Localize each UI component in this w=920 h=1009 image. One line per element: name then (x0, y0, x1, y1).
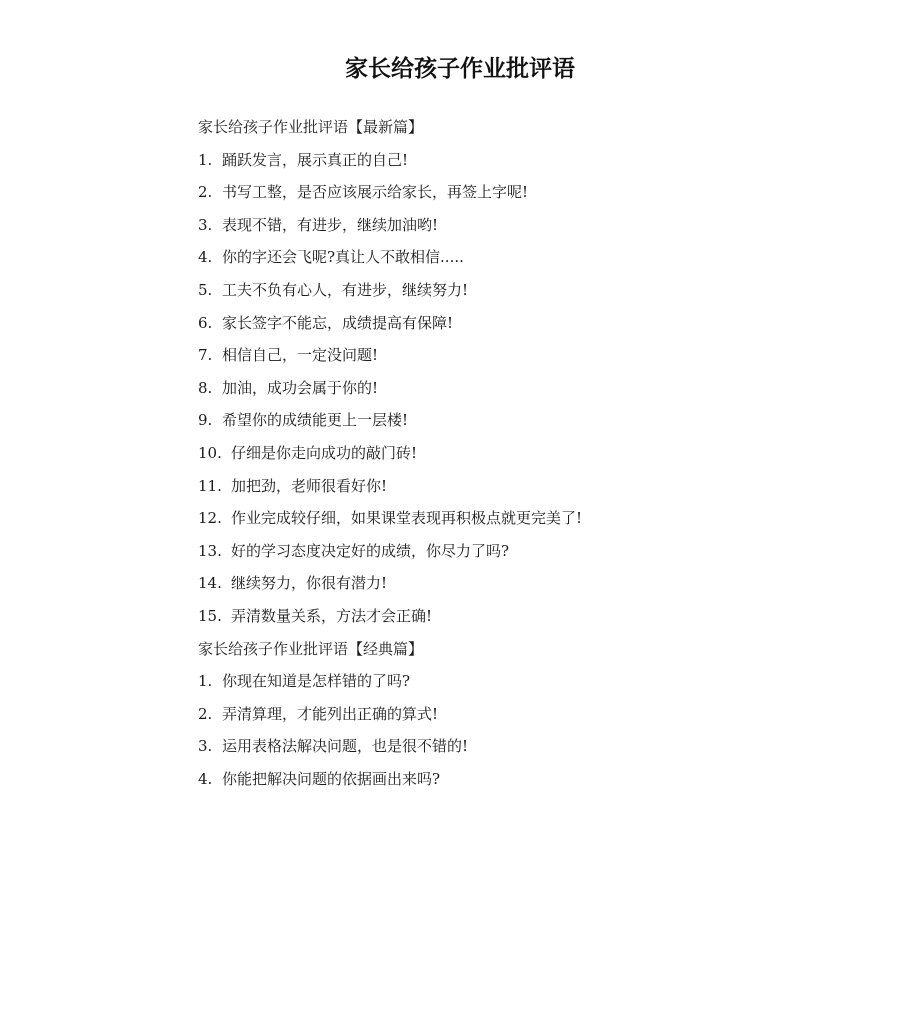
item-number: 10. (198, 443, 222, 462)
item-number: 4. (198, 769, 213, 788)
list-item (198, 567, 878, 600)
item-number: 9. (198, 411, 213, 430)
item-number: 15. (198, 606, 222, 625)
list-item (198, 307, 878, 340)
item-number: 13. (198, 541, 222, 560)
item-text: 好的学习态度决定好的成绩，你尽力了吗? (231, 541, 510, 560)
list-item (198, 241, 878, 274)
list-item (198, 600, 878, 633)
list-item (198, 372, 878, 405)
item-text: 仔细是你走向成功的敲门砖! (231, 443, 418, 462)
list-item (198, 502, 878, 535)
item-text: 表现不错，有进步，继续加油哟! (222, 215, 439, 234)
item-number: 3. (198, 737, 213, 756)
list-item (198, 404, 878, 437)
list-item (198, 470, 878, 503)
item-text: 你能把解决问题的依据画出来吗? (222, 769, 441, 788)
list-item (198, 437, 878, 470)
item-text: 踊跃发言，展示真正的自己! (222, 150, 409, 169)
item-text: 加把劲，老师很看好你! (231, 476, 388, 495)
item-number: 8. (198, 378, 213, 397)
list-item (198, 144, 878, 177)
item-text: 书写工整，是否应该展示给家长，再签上字呢! (222, 183, 529, 202)
item-number: 1. (198, 150, 213, 169)
list-item (198, 665, 878, 698)
item-text: 你的字还会飞呢?真让人不敢相信..... (222, 248, 464, 267)
item-number: 3. (198, 215, 213, 234)
item-number: 2. (198, 183, 213, 202)
item-number: 14. (198, 574, 222, 593)
item-text: 你现在知道是怎样错的了吗? (222, 672, 411, 691)
item-text: 工夫不负有心人，有进步，继续努力! (222, 280, 469, 299)
item-number: 7. (198, 346, 213, 365)
item-number: 11. (198, 476, 222, 495)
item-number: 2. (198, 704, 213, 723)
item-number: 12. (198, 509, 222, 528)
item-number: 5. (198, 280, 213, 299)
item-text: 希望你的成绩能更上一层楼! (222, 411, 409, 430)
item-text: 加油，成功会属于你的! (222, 378, 379, 397)
list-item (198, 176, 878, 209)
item-text: 运用表格法解决问题，也是很不错的! (222, 737, 469, 756)
item-text: 作业完成较仔细，如果课堂表现再积极点就更完美了! (231, 509, 583, 528)
list-item (198, 535, 878, 568)
list-item (198, 698, 878, 731)
document-body (198, 111, 878, 795)
item-number: 1. (198, 672, 213, 691)
item-text: 弄清数量关系，方法才会正确! (231, 606, 433, 625)
item-text: 相信自己，一定没问题! (222, 346, 379, 365)
list-item (198, 730, 878, 763)
section-heading: 家长给孩子作业批评语【经典篇】 (198, 639, 424, 658)
list-item (198, 274, 878, 307)
item-text: 弄清算理，才能列出正确的算式! (222, 704, 439, 723)
list-item (198, 209, 878, 242)
item-text: 家长签字不能忘，成绩提高有保障! (222, 313, 454, 332)
item-number: 6. (198, 313, 213, 332)
document-title: 家长给孩子作业批评语 (345, 56, 575, 82)
list-item (198, 339, 878, 372)
section-heading: 家长给孩子作业批评语【最新篇】 (198, 118, 424, 136)
item-number: 4. (198, 248, 213, 267)
item-text: 继续努力，你很有潜力! (231, 574, 388, 593)
list-item (198, 763, 878, 796)
